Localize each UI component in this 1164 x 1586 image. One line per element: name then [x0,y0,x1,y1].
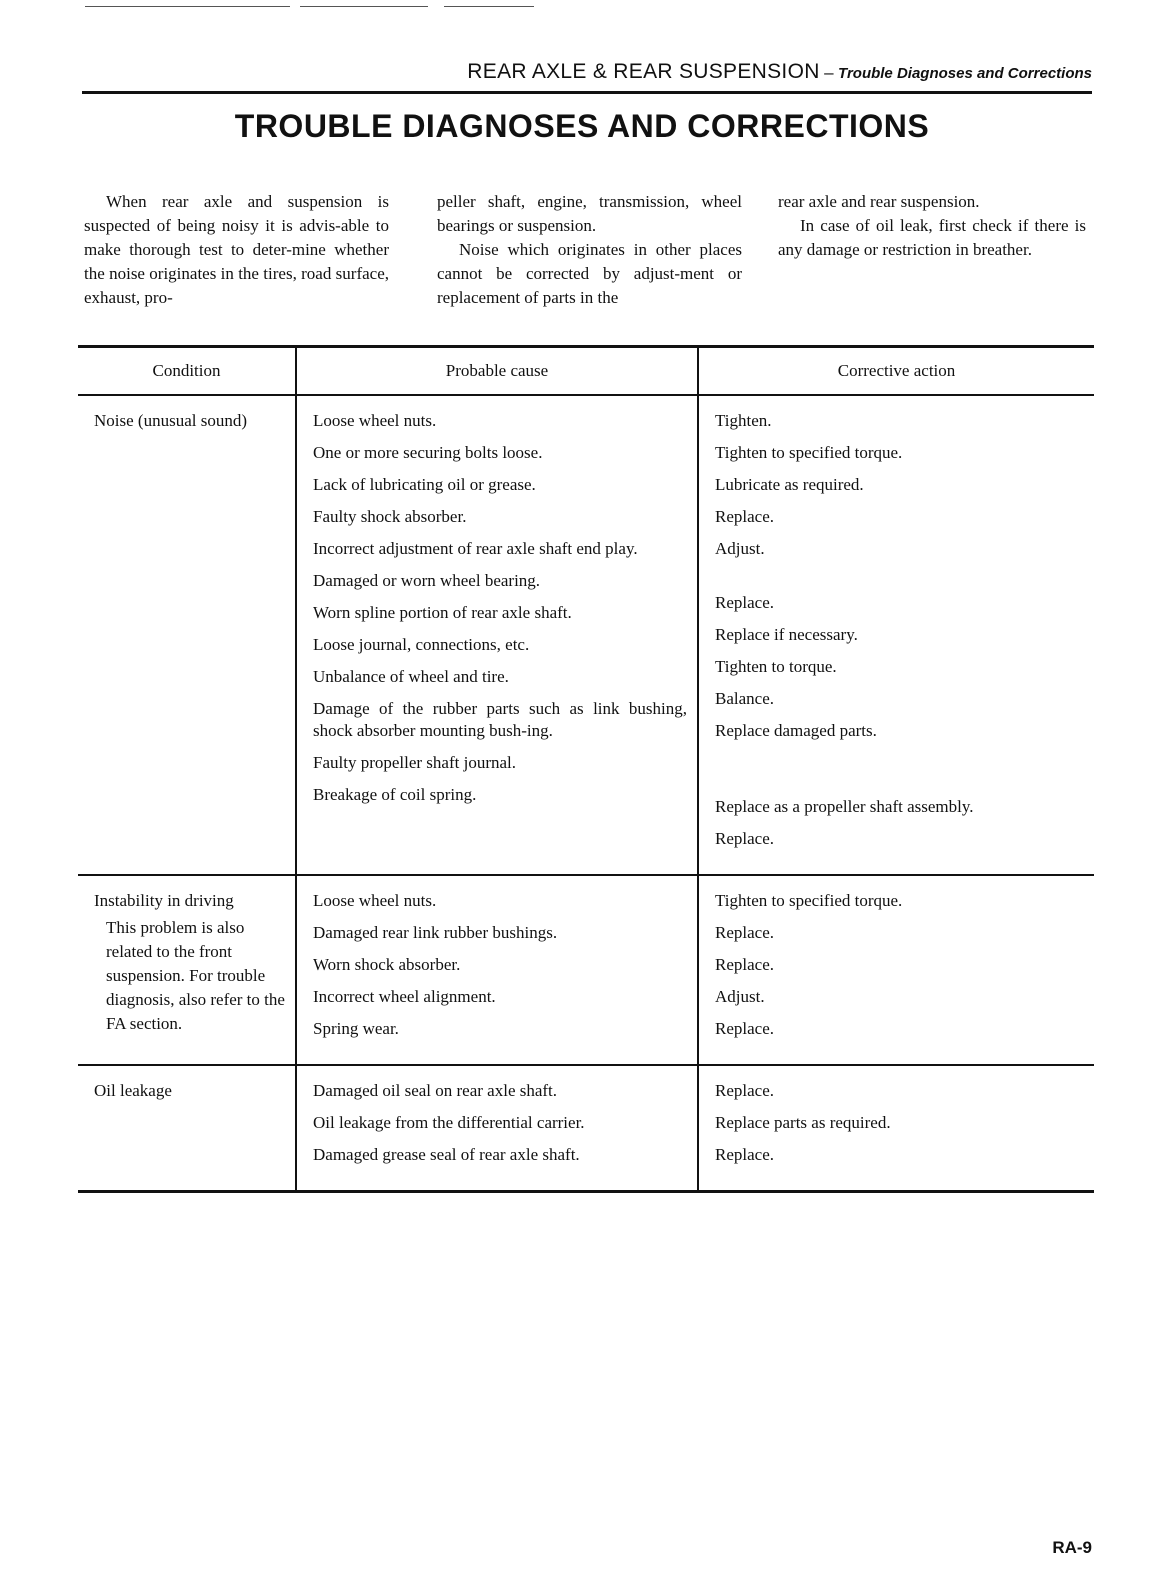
condition-cell [78,1065,296,1192]
action-item: Tighten to torque. [715,657,837,676]
action-item: Tighten to specified torque. [715,891,903,910]
action-item: Tighten to specified torque. [715,443,903,462]
cause-item: Faulty shock absorber. [313,507,467,526]
cause-item: Damaged rear link rubber bushings. [313,923,558,942]
intro-paragraph: rear axle and rear suspension. [778,192,980,211]
condition-note: This problem is also related to the front suspension. For trouble diagnosis, also refer to the FA section. [106,918,285,1033]
action-item: Lubricate as required. [715,475,864,494]
cause-cell [296,395,698,875]
table-row [78,395,1094,875]
table-row [78,875,1094,1065]
header-subtitle: Trouble Diagnoses and Corrections [838,65,1092,82]
intro-column-2 [437,190,742,310]
intro-paragraph: Noise which originates in other places cannot be corrected by adjust-ment or replacement of parts in the [437,240,742,307]
condition-label: Instability in driving [94,891,234,910]
action-item: Replace parts as required. [715,1113,891,1132]
action-item: Replace. [715,593,774,612]
cause-item: Spring wear. [313,1019,399,1038]
intro-paragraph: When rear axle and suspension is suspected of being noisy it is advis-able to make thorough test to deter-mine whether the noise originates in the tires, road surface, exhaust, pro- [84,192,389,307]
action-item: Replace. [715,507,774,526]
page-title: TROUBLE DIAGNOSES AND CORRECTIONS [234,108,930,144]
table-header-row [78,347,1094,396]
cause-item: Oil leakage from the differential carrier. [313,1113,585,1132]
cause-item: Damaged or worn wheel bearing. [313,571,541,590]
cause-item: Lack of lubricating oil or grease. [313,475,536,494]
cause-item: One or more securing bolts loose. [313,443,543,462]
cause-item: Unbalance of wheel and tire. [313,667,509,686]
column-header-cause: Probable cause [296,347,698,396]
column-header-condition: Condition [78,347,296,396]
intro-paragraph: peller shaft, engine, transmission, wheel bearings or suspension. [437,192,742,235]
cause-cell [296,875,698,1065]
cause-item: Worn shock absorber. [313,955,461,974]
action-item: Replace if necessary. [715,625,858,644]
cause-item: Loose wheel nuts. [313,891,437,910]
condition-cell [78,875,296,1065]
page-number: RA-9 [1052,1538,1092,1557]
action-cell [698,1065,1094,1192]
intro-column-1 [84,190,389,310]
cause-item: Incorrect wheel alignment. [313,987,496,1006]
action-item: Replace. [715,1019,774,1038]
action-cell [698,875,1094,1065]
top-rule-3 [444,6,534,7]
diagnosis-table [78,345,1094,1193]
cause-item: Damage of the rubber parts such as link bushing, shock absorber mounting bush-ing. [313,699,687,740]
condition-label: Noise (unusual sound) [94,411,247,430]
action-item: Adjust. [715,539,765,558]
cause-item: Worn spline portion of rear axle shaft. [313,603,572,622]
cause-item: Damaged grease seal of rear axle shaft. [313,1145,580,1164]
action-cell [698,395,1094,875]
action-item: Tighten. [715,411,772,430]
cause-cell [296,1065,698,1192]
intro-paragraph: In case of oil leak, first check if there is any damage or restriction in breather. [778,216,1086,259]
action-item: Replace as a propeller shaft assembly. [715,797,974,816]
action-item: Balance. [715,689,774,708]
top-rule-1 [85,6,290,7]
action-item: Replace. [715,1145,774,1164]
cause-item: Damaged oil seal on rear axle shaft. [313,1081,558,1100]
cause-item: Loose journal, connections, etc. [313,635,530,654]
top-rule-2 [300,6,428,7]
intro-column-3 [778,190,1086,262]
table-row [78,1065,1094,1192]
action-item: Replace damaged parts. [715,721,877,740]
header-section-title: REAR AXLE & REAR SUSPENSION [467,60,820,83]
action-item: Replace. [715,955,774,974]
condition-label: Oil leakage [94,1081,172,1100]
header-separator: – [824,63,834,82]
cause-item: Incorrect adjustment of rear axle shaft end play. [313,539,638,558]
cause-item: Loose wheel nuts. [313,411,437,430]
cause-item: Breakage of coil spring. [313,785,477,804]
column-header-action: Corrective action [698,347,1094,396]
action-item: Adjust. [715,987,765,1006]
cause-item: Faulty propeller shaft journal. [313,753,517,772]
action-item: Replace. [715,829,774,848]
action-item: Replace. [715,923,774,942]
action-item: Replace. [715,1081,774,1100]
running-header [82,60,1092,94]
condition-cell [78,395,296,875]
